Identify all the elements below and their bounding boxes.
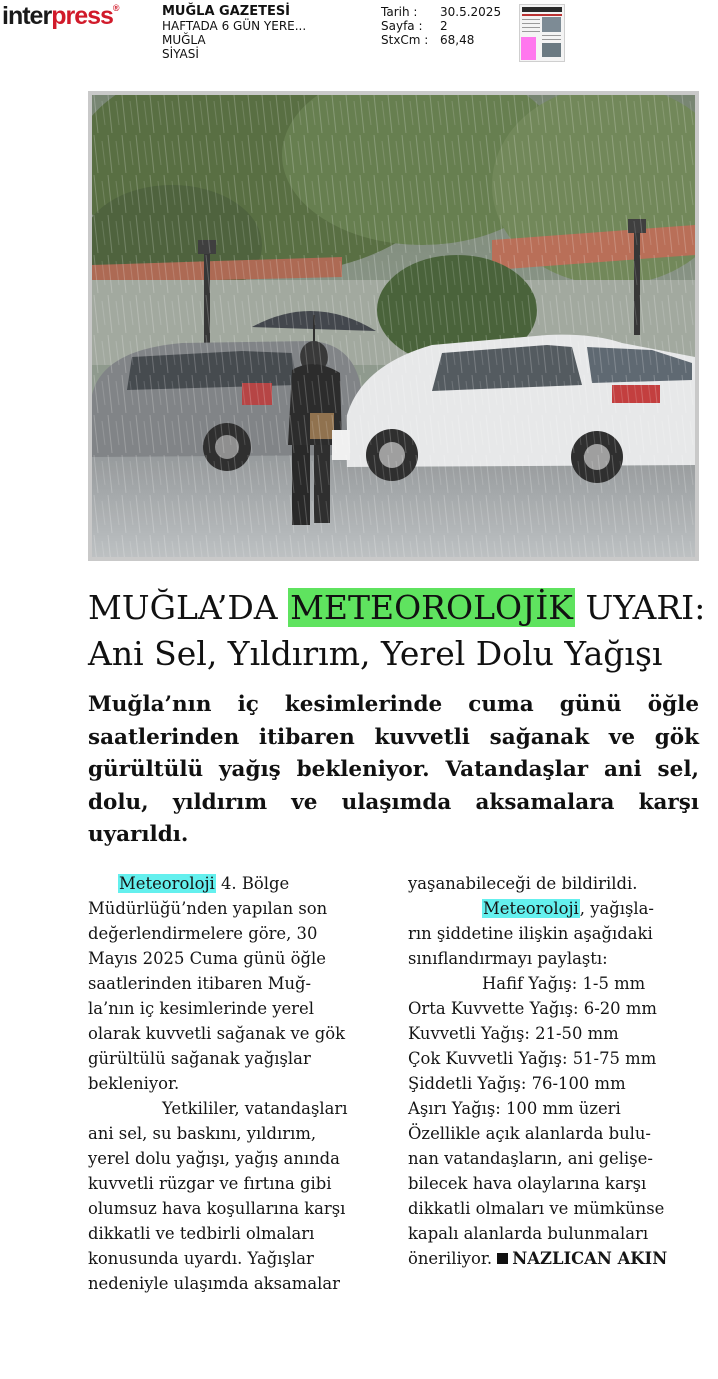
- keyword-highlight: Meteoroloji: [119, 874, 215, 893]
- column-line: la’nın iç kesimlerinde yerel: [88, 999, 314, 1018]
- thumbnail-text-line: [522, 31, 540, 32]
- thumbnail-photo: [542, 17, 561, 32]
- headline-keyword-highlight: METEOROLOJİK: [290, 588, 573, 627]
- logo-main-text: inter: [2, 2, 52, 30]
- rain-class-item: Kuvvetli Yağış: 21-50 mm: [408, 1024, 619, 1043]
- clipping-meta: [381, 5, 501, 47]
- column-line: Özellikle açık alanlarda bulu-: [408, 1124, 651, 1143]
- thumbnail-photo: [542, 43, 561, 57]
- publication-info: [162, 5, 306, 61]
- column-line: yerel dolu yağışı, yağış anında: [88, 1149, 340, 1168]
- column-line: konusunda uyardı. Yağışlar: [88, 1249, 314, 1268]
- article-photo: [88, 91, 699, 561]
- keyword-highlight: Meteoroloji: [483, 899, 579, 918]
- size-label: StxCm :: [381, 33, 429, 47]
- column-line: nedeniyle ulaşımda aksamalar: [88, 1274, 340, 1293]
- thumbnail-text-line: [522, 27, 540, 28]
- rain-class-item: Aşırı Yağış: 100 mm üzeri: [408, 1099, 621, 1118]
- column-line: dikkatli ve tedbirli olmaları: [88, 1224, 315, 1243]
- column-line: Mayıs 2025 Cuma günü öğle: [88, 949, 326, 968]
- publication-name: MUĞLA GAZETESİ: [162, 4, 291, 19]
- column-line: olarak kuvvetli sağanak ve gök: [88, 1024, 346, 1043]
- size-value: 68,48: [440, 33, 475, 47]
- date-label: Tarih :: [381, 5, 418, 19]
- column-line: yaşanabileceği de bildirildi.: [408, 874, 638, 893]
- logo-accent-text: press: [51, 2, 113, 30]
- column-line: bilecek hava olaylarına karşı: [408, 1174, 647, 1193]
- headline-part-1: MUĞLA’DA: [88, 588, 289, 627]
- article-column-1: [88, 871, 383, 1296]
- rain-class-item: Hafif Yağış: 1-5 mm: [482, 974, 646, 993]
- rainy-street-image: [92, 95, 695, 557]
- publication-section: SİYASİ: [162, 47, 199, 61]
- column-line: gürültülü sağanak yağışlar: [88, 1049, 311, 1068]
- column-line: saatlerinden itibaren Muğ-: [88, 974, 312, 993]
- column-line: dikkatli olmaları ve mümkünse: [408, 1199, 665, 1218]
- page-thumbnail[interactable]: [519, 4, 565, 62]
- column-line: kuvvetli rüzgar ve fırtına gibi: [88, 1174, 332, 1193]
- thumbnail-text-line: [542, 35, 561, 36]
- thumbnail-headline: [522, 14, 562, 16]
- page-label: Sayfa :: [381, 19, 423, 33]
- column-line: sınıflandırmayı paylaştı:: [408, 949, 608, 968]
- interpress-logo: [2, 4, 119, 29]
- line-text: 4. Bölge: [215, 874, 290, 893]
- rain-class-item: Orta Kuvvette Yağış: 6-20 mm: [408, 999, 657, 1018]
- headline-line-2: Ani Sel, Yıldırım, Yerel Dolu Yağışı: [88, 634, 663, 673]
- date-value: 30.5.2025: [440, 5, 502, 19]
- column-line: nan vatandaşların, ani gelişe-: [408, 1149, 653, 1168]
- publication-city: MUĞLA: [162, 33, 206, 47]
- author-byline: NAZLICAN AKIN: [512, 1249, 668, 1268]
- line-text: öneriliyor.: [408, 1249, 498, 1268]
- column-line: ani sel, su baskını, yıldırım,: [88, 1124, 317, 1143]
- column-line: değerlendirmelere göre, 30: [88, 924, 318, 943]
- column-line: Müdürlüğü’nden yapılan son: [88, 899, 328, 918]
- line-text: , yağışla-: [579, 899, 654, 918]
- byline-square-icon: [497, 1253, 508, 1264]
- thumbnail-masthead: [522, 7, 562, 12]
- thumbnail-text-line: [522, 19, 540, 20]
- publication-frequency: HAFTADA 6 GÜN YERE...: [162, 19, 307, 33]
- clip-marker: [521, 37, 536, 60]
- rain-class-item: Şiddetli Yağış: 76-100 mm: [408, 1074, 626, 1093]
- thumbnail-text-line: [522, 23, 540, 24]
- article-column-2: [408, 871, 708, 1271]
- registered-mark: ®: [112, 3, 119, 13]
- headline-part-2: UYARI:: [574, 588, 706, 627]
- rain-class-item: Çok Kuvvetli Yağış: 51-75 mm: [408, 1049, 657, 1068]
- page-value: 2: [440, 19, 448, 33]
- column-line: [408, 896, 708, 921]
- column-line: [408, 1246, 708, 1271]
- article-deck: Muğla’nın iç kesimlerinde cuma günü öğle saatlerinden itibaren kuvvetli sağanak ve gök gürültülü yağış bekleniyor. Vatandaşlar ani sel, dolu, yıldırım ve ulaşımda aksamalara karşı uyarıldı.: [88, 692, 699, 847]
- column-line: [88, 871, 383, 896]
- column-line: Yetkililer, vatandaşları: [162, 1099, 348, 1118]
- thumbnail-text-line: [542, 39, 561, 40]
- column-line: rın şiddetine ilişkin aşağıdaki: [408, 924, 653, 943]
- column-line: kapalı alanlarda bulunmaları: [408, 1224, 649, 1243]
- headline-line-1: [88, 585, 708, 631]
- article-headline: [88, 585, 708, 677]
- column-line: olumsuz hava koşullarına karşı: [88, 1199, 346, 1218]
- column-line: bekleniyor.: [88, 1074, 180, 1093]
